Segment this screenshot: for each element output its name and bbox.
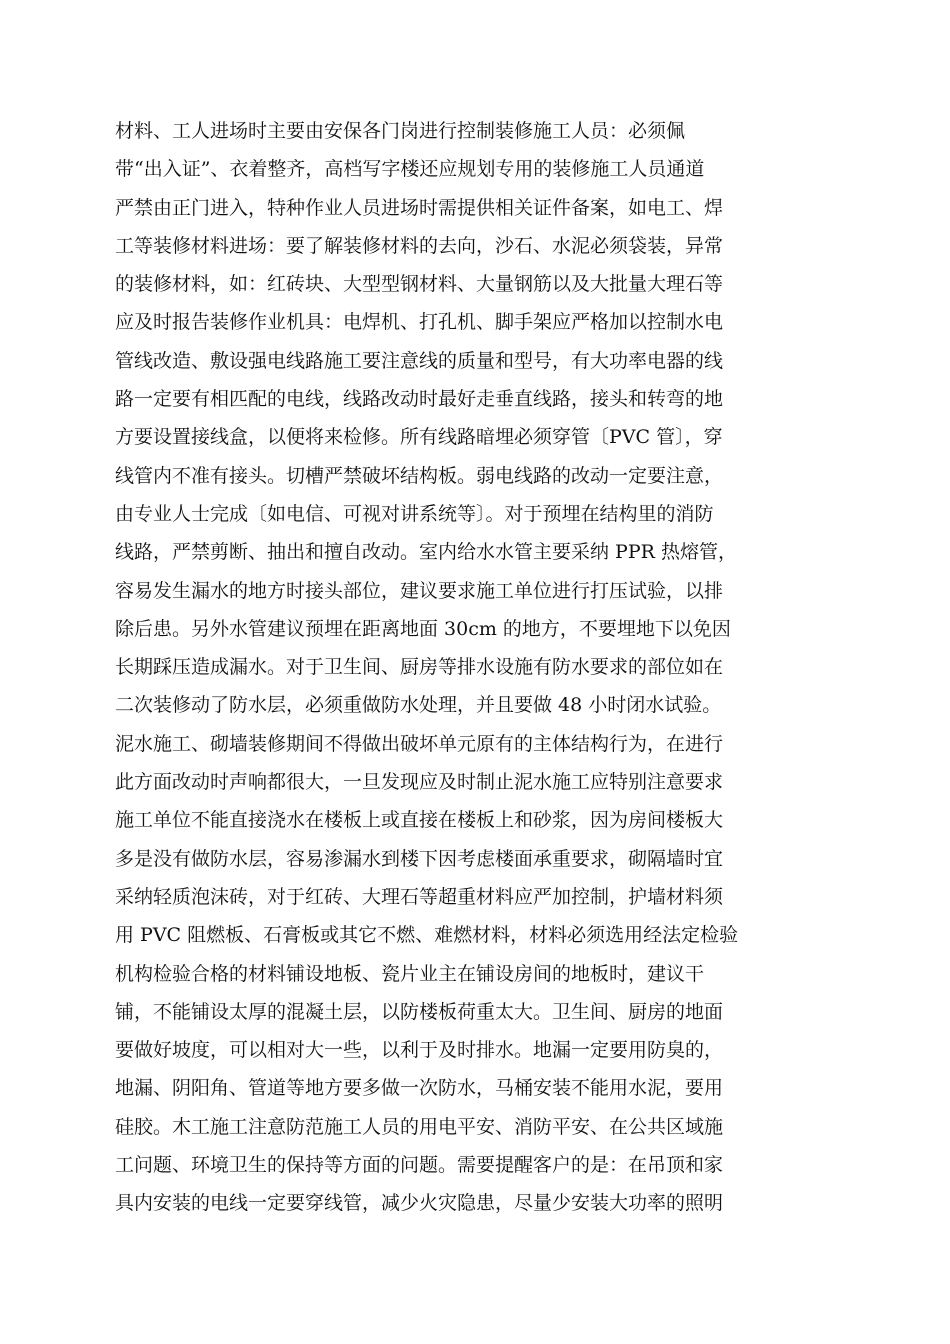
text-line: 应及时报告装修作业机具：电焊机、打孔机、脚手架应严格加以控制水电: [115, 311, 724, 334]
text-line: 线路，严禁剪断、抽出和擅自改动。室内给水水管主要采纳 PPR 热熔管，: [115, 541, 737, 564]
text-line: 硅胶。木工施工注意防范施工人员的用电平安、消防平安、在公共区域施: [115, 1115, 724, 1138]
text-line: 线管内不准有接头。切槽严禁破坏结构板。弱电线路的改动一定要注意，: [115, 464, 724, 487]
text-line: 机构检验合格的材料铺设地板、瓷片业主在铺设房间的地板时，建议干: [115, 962, 705, 985]
text-line: 除后患。另外水管建议预埋在距离地面 30cm 的地方，不要埋地下以免因: [115, 617, 731, 640]
text-line: 容易发生漏水的地方时接头部位，建议要求施工单位进行打压试验，以排: [115, 579, 724, 602]
text-line: 长期踩压造成漏水。对于卫生间、厨房等排水设施有防水要求的部位如在: [115, 656, 724, 679]
body-text: [115, 112, 845, 1223]
text-line: 具内安装的电线一定要穿线管，减少火灾隐患，尽量少安装大功率的照明: [115, 1192, 724, 1215]
text-line: 铺，不能铺设太厚的混凝土层，以防楼板荷重太大。卫生间、厨房的地面: [115, 1000, 724, 1023]
text-line: 管线改造、敷设强电线路施工要注意线的质量和型号，有大功率电器的线: [115, 349, 724, 372]
text-line: 由专业人士完成〔如电信、可视对讲系统等〕。对于预埋在结构里的消防: [115, 502, 714, 525]
text-line: 地漏、阴阳角、管道等地方要多做一次防水，马桶安装不能用水泥，要用: [115, 1077, 724, 1100]
text-line: 施工单位不能直接浇水在楼板上或直接在楼板上和砂浆，因为房间楼板大: [115, 809, 724, 832]
text-line: 要做好坡度，可以相对大一些，以利于及时排水。地漏一定要用防臭的，: [115, 1039, 724, 1062]
text-line: 用 PVC 阻燃板、石膏板或其它不燃、难燃材料，材料必须选用经法定检验: [115, 924, 739, 947]
text-line: 的装修材料，如：红砖块、大型型钢材料、大量钢筋以及大批量大理石等: [115, 273, 724, 296]
text-line: 泥水施工、砌墙装修期间不得做出破坏单元原有的主体结构行为，在进行: [115, 732, 724, 755]
text-line: 严禁由正门进入，特种作业人员进场时需提供相关证件备案，如电工、焊: [115, 196, 724, 219]
text-line: 多是没有做防水层，容易渗漏水到楼下因考虑楼面承重要求，砌隔墙时宜: [115, 847, 724, 870]
text-line: 带“出入证”、衣着整齐，高档写字楼还应规划专用的装修施工人员通道: [115, 158, 705, 181]
text-line: 工等装修材料进场：要了解装修材料的去向，沙石、水泥必须袋装，异常: [115, 234, 724, 257]
text-line: 材料、工人进场时主要由安保各门岗进行控制装修施工人员：必须佩: [115, 120, 686, 142]
text-line: 方要设置接线盒，以便将来检修。所有线路暗埋必须穿管〔PVC 管〕，穿: [115, 426, 723, 449]
text-line: 工问题、环境卫生的保持等方面的问题。需要提醒客户的是：在吊顶和家: [115, 1154, 724, 1177]
text-line: 此方面改动时声响都很大，一旦发现应及时制止泥水施工应特别注意要求: [115, 771, 724, 794]
text-line: 采纳轻质泡沫砖，对于红砖、大理石等超重材料应严加控制，护墙材料须: [115, 885, 724, 908]
text-line: 路一定要有相匹配的电线，线路改动时最好走垂直线路，接头和转弯的地: [115, 388, 724, 411]
text-line: 二次装修动了防水层，必须重做防水处理，并且要做 48 小时闭水试验。: [115, 694, 722, 717]
